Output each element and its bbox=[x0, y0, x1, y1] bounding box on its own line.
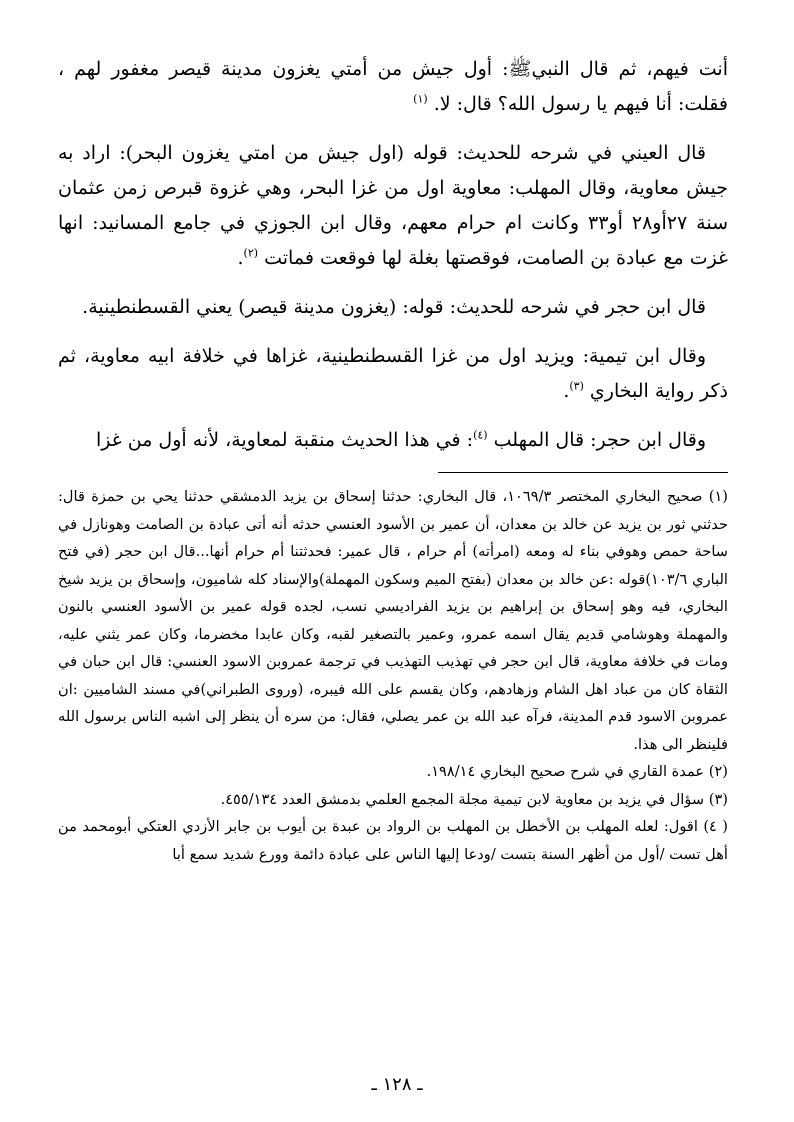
footnote-ref-1[interactable]: (١) bbox=[413, 92, 428, 106]
footnote-2: (٢) عمدة القاري في شرح صحيح البخاري ١٩٨/١٤. bbox=[426, 763, 728, 780]
footnote-4: ( ٤) اقول: لعله المهلب بن الأخطل بن المهلب بن الرواد بن عبدة بن أيوب بن جابر الأزدي العتكي أبومحمد من أهل تست /أول من أظهر السنة بتست /ودعا إليها الناس على عبادة دائمة وورع شديد سمع أبا bbox=[58, 818, 728, 863]
footnote-divider bbox=[438, 472, 728, 473]
paragraph-5-text: وقال ابن حجر: قال المهلب bbox=[493, 429, 706, 451]
main-text bbox=[58, 52, 728, 458]
paragraph-1-text: أنت فيهم، ثم قال النبيﷺ: أول جيش من أمتي يغزون مدينة قيصر مغفور لهم ، فقلت: أنا فيهم يا رسول الله؟ قال: لا. bbox=[58, 58, 728, 115]
paragraph-1 bbox=[58, 52, 728, 122]
paragraph-4-tail: . bbox=[563, 380, 570, 402]
paragraph-5-tail: : في هذا الحديث منقبة لمعاوية، لأنه أول من غزا bbox=[96, 429, 474, 451]
footnote-ref-4[interactable]: (٤) bbox=[473, 428, 488, 442]
paragraph-4-text: وقال ابن تيمية: ويزيد اول من غزا القسطنطينية، غزاها في خلافة ابيه معاوية، ثم ذكر رواية البخاري bbox=[58, 345, 728, 402]
footnote-1: (١) صحيح البخاري المختصر ١٠٦٩/٣، قال البخاري: حدثنا إسحاق بن يزيد الدمشقي حدثنا يحي بن حمزة قال: حدثني ثور بن يزيد عن خالد بن معدان، أن عمير بن الأسود العنسي حدثه أنه أتى عبادة بن الصامت وهونازل في ساحة حمص وهوفي بناء له ومعه (امرأته) أم حرام ، قال عمير: فحدثتنا أم حرام أنها...قال ابن حجر (في فتح الباري ١٠٣/٦)قوله :عن خالد بن معدان (بفتح الميم وسكون المهملة)والإسناد كله شاميون، وإسحاق بن يزيد شيخ البخاري، فيه وهو إسحاق بن إبراهيم بن يزيد الفراديسي نسب، لجده قوله عمير بن الأسود العنسي بالنون والمهملة وهوشامي قديم يقال اسمه عمرو، وعمير بالتصغير لقبه، وكان عابدا مخضرما، وكان عمر يثني عليه، ومات في خلافة معاوية، قال ابن حجر في تهذيب التهذيب في ترجمة عمروبن الاسود العنسي: قال ابن حبان في الثقاة كان من عباد اهل الشام وزهادهم، وكان يقسم على الله فيبره، (وروى الطبراني)في مسند الشاميين :ان عمروبن الاسود قدم المدينة، فرآه عبد الله بن عمر يصلي، فقال: من سره أن ينظر إلى اشبه الناس برسول الله فلينظر الى هذا. bbox=[58, 488, 728, 753]
paragraph-4 bbox=[58, 339, 728, 409]
footnote-ref-3[interactable]: (٣) bbox=[569, 379, 584, 393]
page-content bbox=[58, 52, 728, 868]
paragraph-2-tail: . bbox=[237, 247, 244, 269]
paragraph-5 bbox=[58, 423, 728, 458]
footnote-ref-2[interactable]: (٢) bbox=[243, 246, 259, 260]
footnote-3: (٣) سؤال في يزيد بن معاوية لابن تيمية مجلة المجمع العلمي بدمشق العدد ٤٥٥/١٣٤. bbox=[220, 790, 728, 808]
paragraph-2-text: قال العيني في شرحه للحديث: قوله (اول جيش من امتي يغزون البحر): اراد به جيش معاوية، وقال المهلب: معاوية اول من غزا البحر، وهي غزوة قبرص زمن عثمان سنة ٢٧أو٢٨ أو٣٣ وكانت ام حرام معهم، وقال ابن الجوزي في جامع المسانيد: انها غزت مع عبادة بن الصامت، فوقصتها بغلة لها فوقعت فماتت bbox=[58, 142, 729, 269]
paragraph-3-text: قال ابن حجر في شرحه للحديث: قوله: (يغزون مدينة قيصر) يعني القسطنطينية. bbox=[82, 296, 706, 318]
page-number: ـ ١٢٨ ـ bbox=[371, 1074, 423, 1095]
footnotes bbox=[58, 483, 728, 868]
paragraph-2 bbox=[58, 136, 728, 276]
paragraph-3 bbox=[58, 290, 728, 325]
